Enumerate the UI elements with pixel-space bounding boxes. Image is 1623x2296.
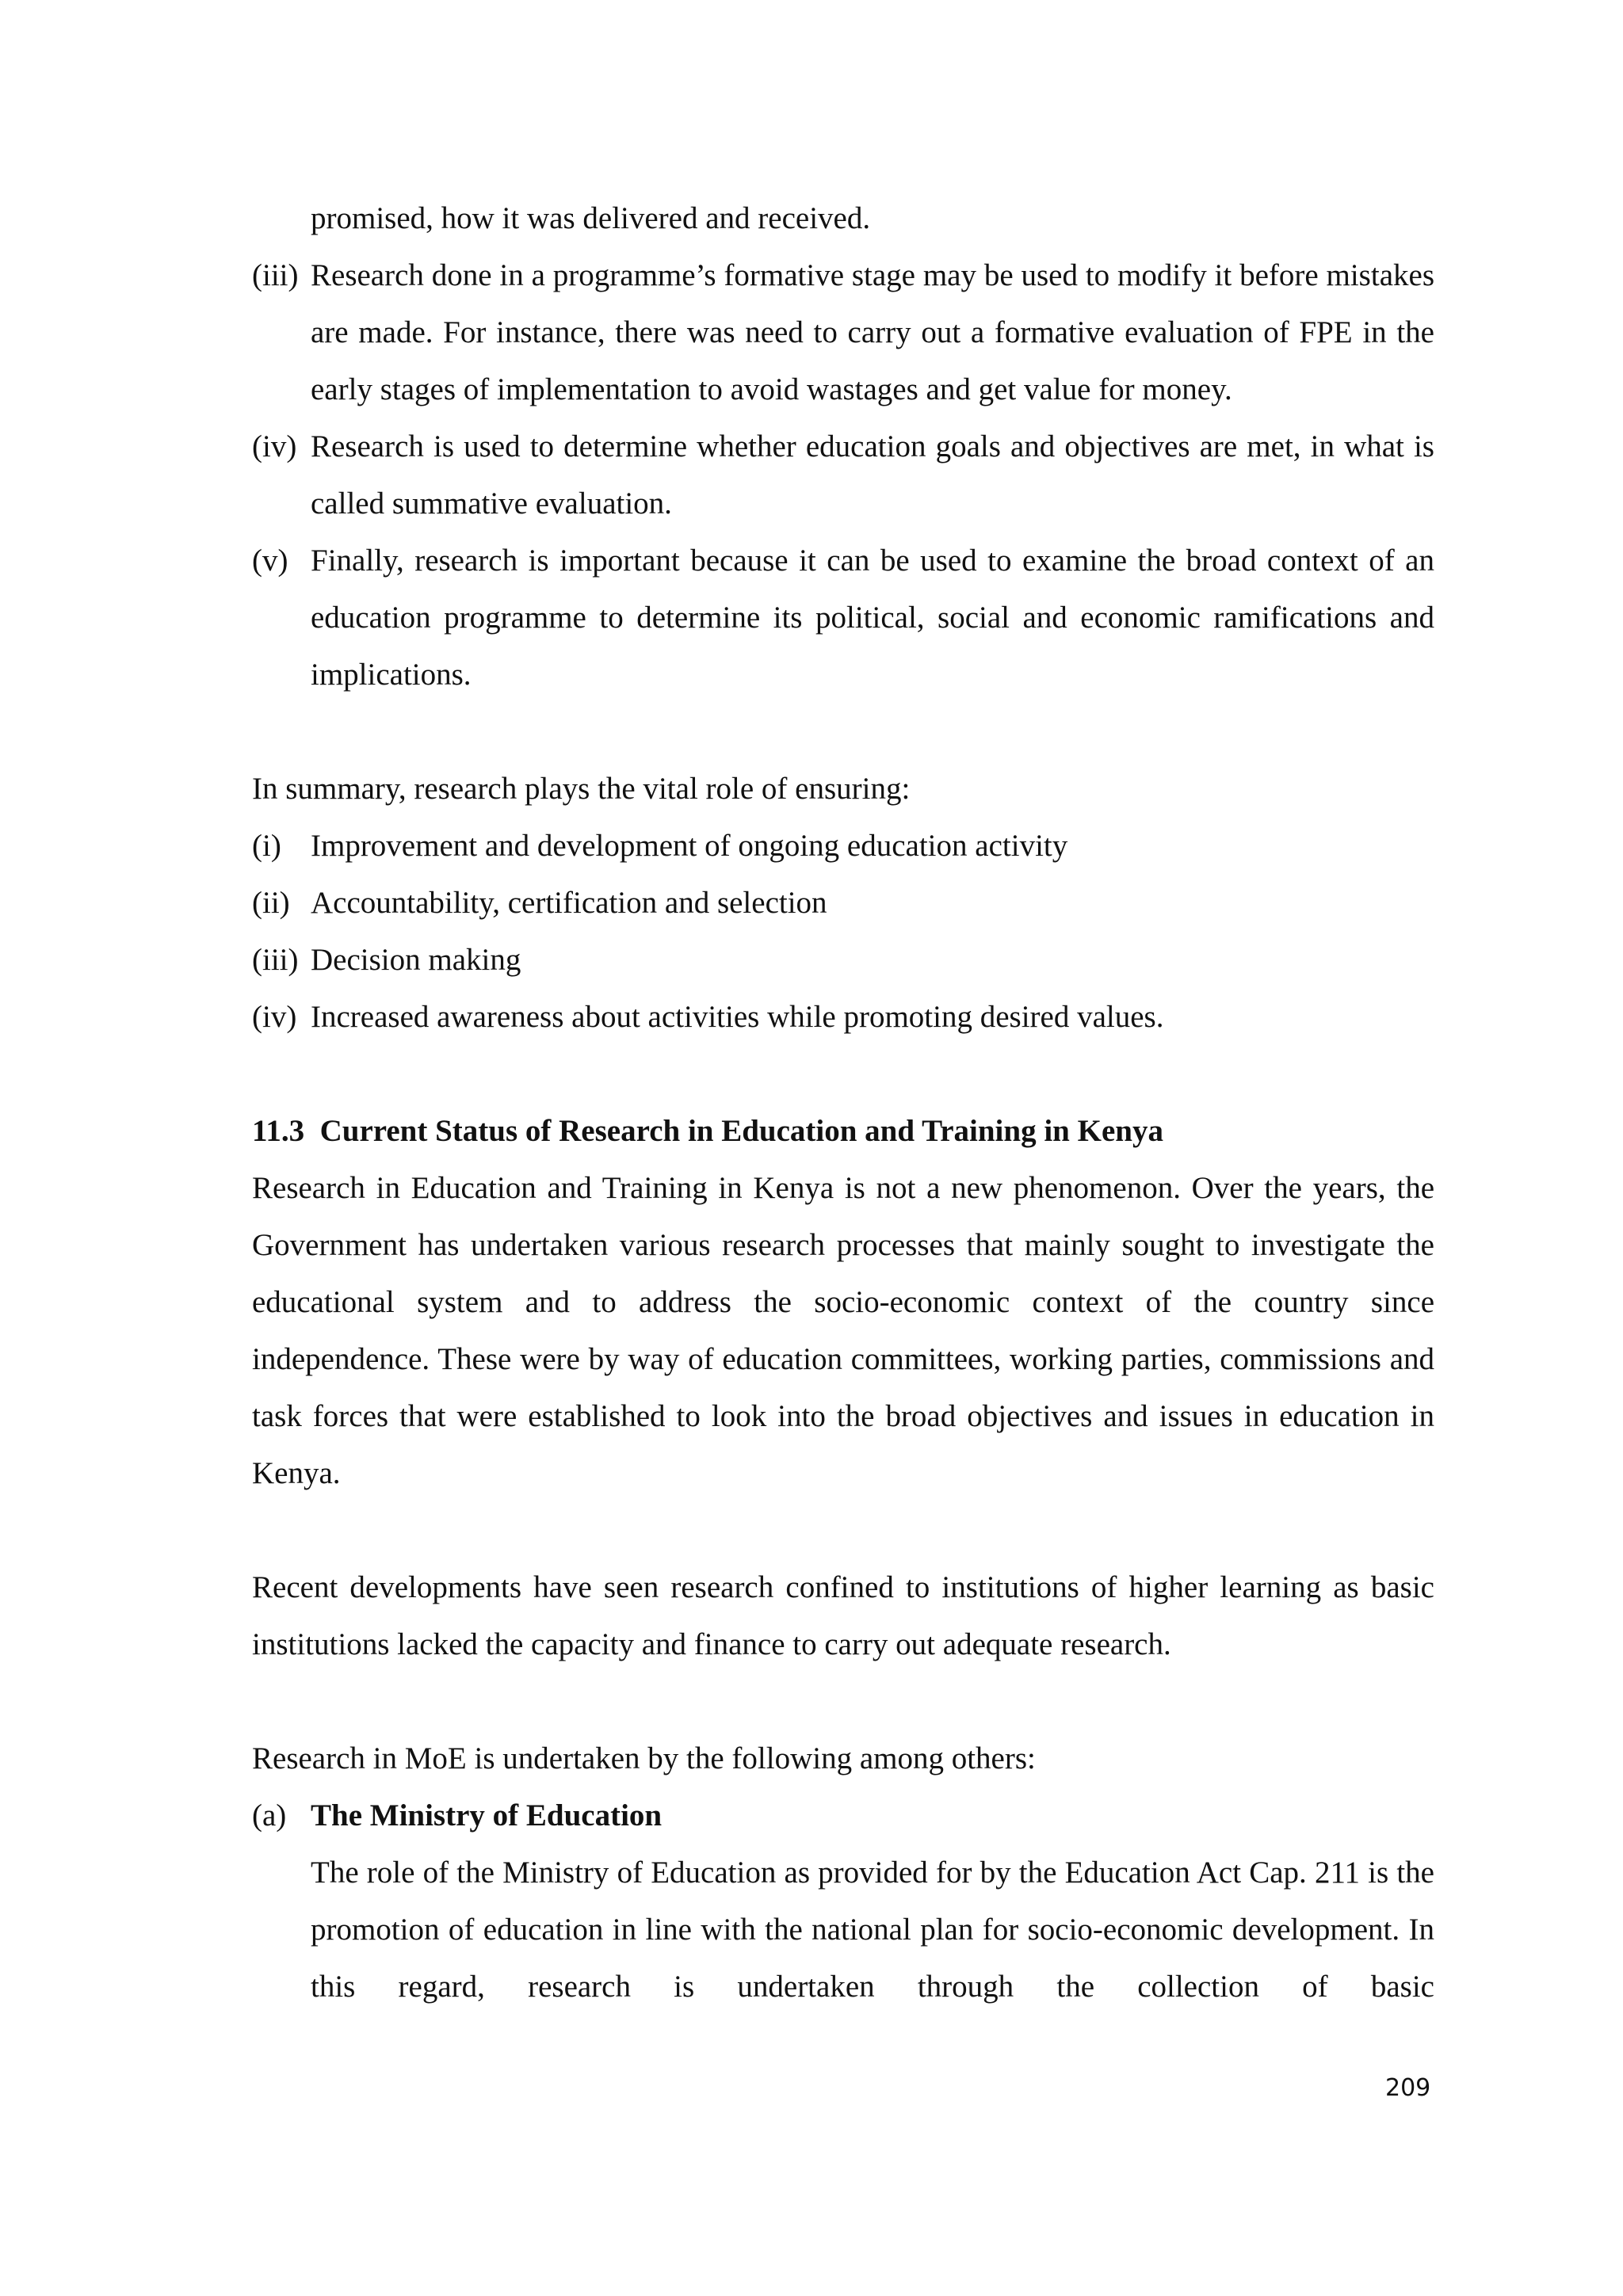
continuation-text: promised, how it was delivered and received. (311, 201, 871, 235)
spacer (252, 1046, 1434, 1103)
list-item (252, 532, 1434, 704)
section-paragraph: Recent developments have seen research confined to institutions of higher learning as basic institutions lacked the capacity and finance to carry out adequate research. (252, 1570, 1434, 1661)
summary-item-text: Increased awareness about activities while promoting desired values. (311, 1000, 1164, 1034)
list-marker: (iv) (252, 1000, 297, 1034)
page-number: 209 (1385, 2074, 1431, 2102)
list-marker: (ii) (252, 886, 290, 920)
spacer (252, 704, 1434, 761)
list-marker: (a) (252, 1798, 287, 1833)
list-marker: (v) (252, 543, 288, 578)
summary-item (252, 989, 1434, 1046)
section-paragraph: Research in MoE is undertaken by the following among others: (252, 1741, 1036, 1775)
spacer (252, 1673, 1434, 1730)
list-item-text: Finally, research is important because it can be used to examine the broad context of an education programme to determine its political, social and economic ramifications and implications. (311, 543, 1434, 692)
section-heading: 11.3 Current Status of Research in Education and Training in Kenya (252, 1114, 1163, 1148)
list-marker: (i) (252, 829, 281, 863)
section-paragraph: Research in Education and Training in Kenya is not a new phenomenon. Over the years, the Government has undertaken various research processes that mainly sought to investigate the educational system and to address the socio-economic context of the country since independence. These were by way of education committees, working parties, commissions and task forces that were established to look into the broad objectives and issues in education in Kenya. (252, 1171, 1434, 1490)
list-marker: (iv) (252, 429, 297, 463)
summary-intro: In summary, research plays the vital role of ensuring: (252, 772, 911, 806)
spacer (252, 1502, 1434, 1559)
sub-item (252, 1787, 1434, 1844)
list-item-text: Research is used to determine whether education goals and objectives are met, in what is called summative evaluation. (311, 429, 1434, 521)
summary-item-text: Improvement and development of ongoing education activity (311, 829, 1068, 863)
list-item-text: Research done in a programme’s formative stage may be used to modify it before mistakes are made. For instance, there was need to carry out a formative evaluation of FPE in the early stages of implementation to avoid wastages and get value for money. (311, 258, 1434, 406)
list-marker: (iii) (252, 258, 299, 292)
summary-item (252, 818, 1434, 875)
list-marker: (iii) (252, 943, 299, 977)
summary-item-text: Decision making (311, 943, 521, 977)
summary-item (252, 875, 1434, 932)
sub-item-text: The role of the Ministry of Education as provided for by the Education Act Cap. 211 is the promotion of education in line with the national plan for socio-economic development. In this regard, research is undertaken through the collection of basic (311, 1855, 1434, 2004)
summary-item (252, 932, 1434, 989)
list-item (252, 418, 1434, 532)
list-item (252, 247, 1434, 418)
sub-item-title: The Ministry of Education (311, 1798, 663, 1833)
summary-item-text: Accountability, certification and selection (311, 886, 827, 920)
page-body (252, 190, 1434, 2016)
